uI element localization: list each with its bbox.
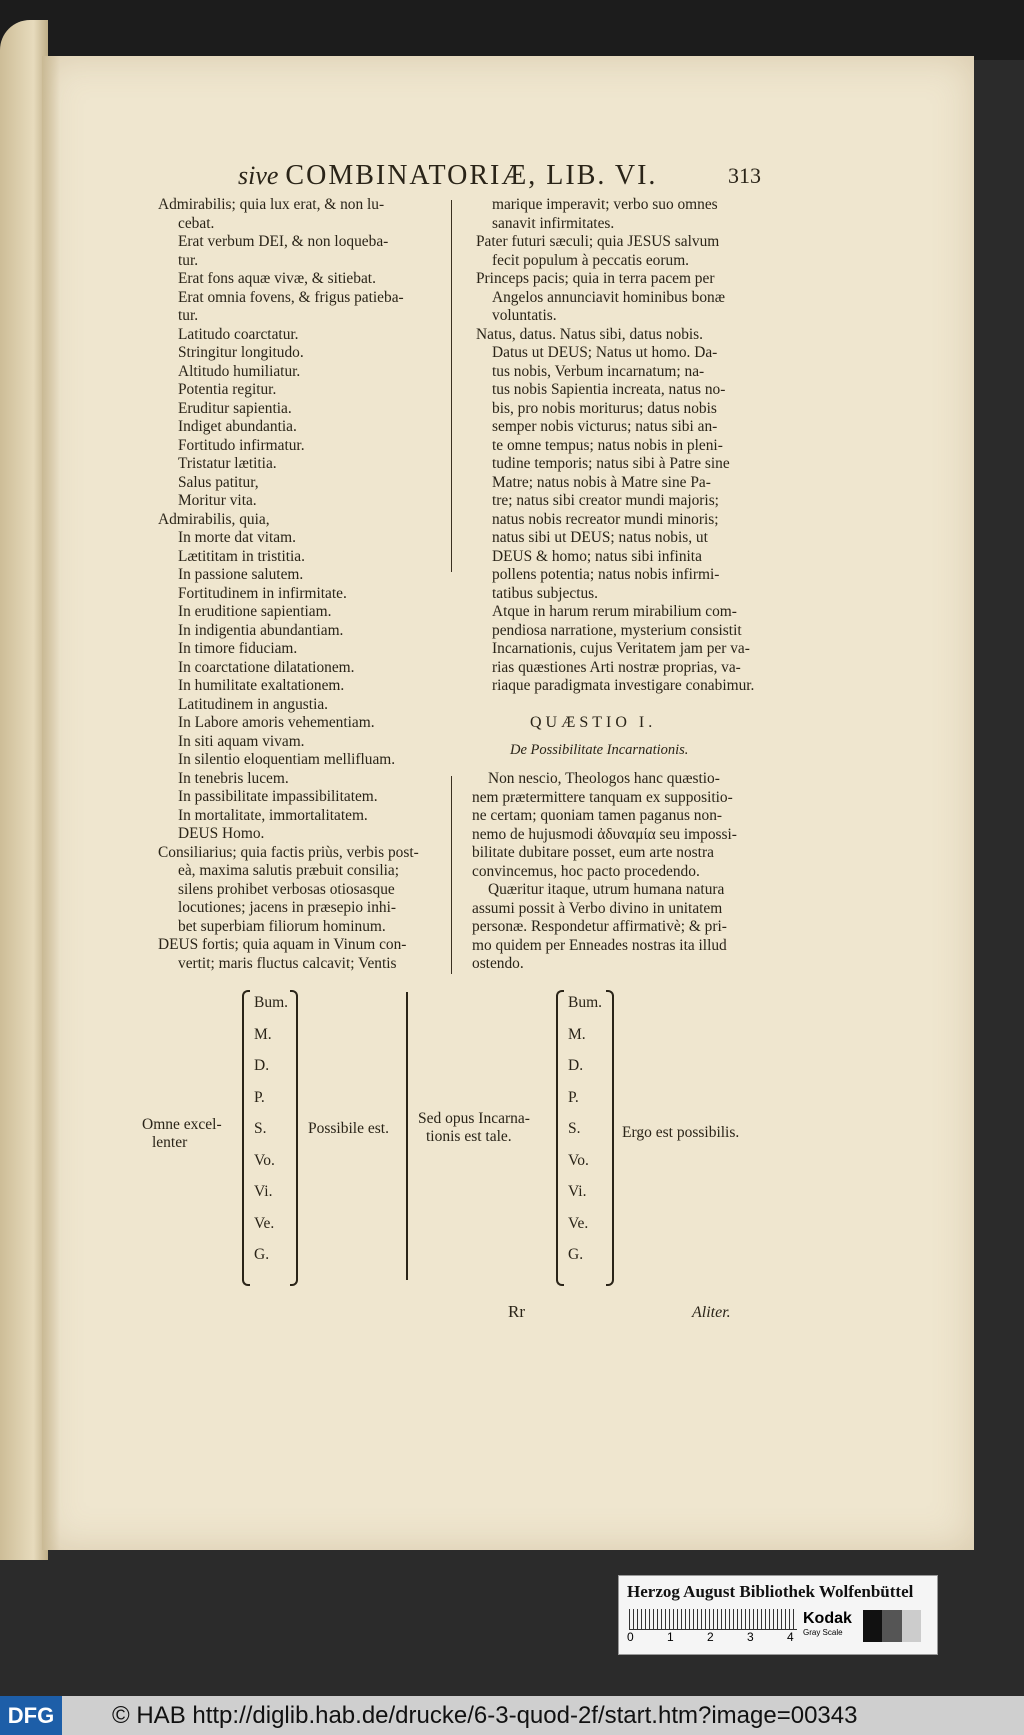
text-line: cebat. bbox=[178, 214, 215, 232]
enneade-b-item: Vi. bbox=[568, 1183, 587, 1200]
text-line: Incarnationis, cujus Veritatem jam per va- bbox=[492, 640, 750, 657]
text-line: Atque in harum rerum mirabilium com- bbox=[492, 603, 737, 620]
text-line: rias quæstiones Arti nostræ proprias, va- bbox=[492, 658, 741, 676]
text-line: locutiones; jacens in præsepio inhi- bbox=[178, 899, 396, 916]
enneade-b-item: G. bbox=[568, 1246, 584, 1263]
omne-label-2: lenter bbox=[152, 1134, 188, 1151]
enneade-a-item: S. bbox=[254, 1120, 267, 1137]
text-line: eà, maxima salutis præbuit consilia; bbox=[178, 862, 399, 879]
text-line: bet superbiam filiorum hominum. bbox=[178, 917, 386, 935]
kodak-logo: Kodak bbox=[803, 1610, 852, 1627]
diagram-rule-1 bbox=[406, 992, 408, 1280]
sed-label-1: Sed opus Incarna- bbox=[418, 1110, 530, 1127]
enneade-a-item: M. bbox=[254, 1025, 272, 1043]
text-line: Non nescio, Theologos hanc quæstio- bbox=[488, 770, 720, 787]
enneade-b-item: S. bbox=[568, 1120, 581, 1137]
enneade-a-item: P. bbox=[254, 1088, 265, 1106]
text-line: DEUS Homo. bbox=[178, 825, 265, 842]
text-line: Natus, datus. Natus sibi, datus nobis. bbox=[476, 325, 704, 343]
question-subheading: De Possibilitate Incarnationis. bbox=[510, 742, 689, 758]
conclusion-label: Ergo est possibilis. bbox=[622, 1124, 740, 1141]
enneade-a-item: Ve. bbox=[254, 1214, 275, 1232]
text-line: personæ. Respondetur affirmativè; & pri- bbox=[472, 918, 727, 935]
text-line: tatibus subjectus. bbox=[492, 584, 599, 602]
text-line: natus sibi ut DEUS; natus nobis, ut bbox=[492, 529, 708, 546]
text-line: tus nobis Sapientia increata, natus no- bbox=[492, 381, 726, 398]
enneade-b-item: Vo. bbox=[568, 1151, 589, 1169]
text-line: bis, pro nobis moriturus; datus nobis bbox=[492, 399, 717, 417]
right-text-column-lower bbox=[472, 770, 772, 974]
left-text-column bbox=[158, 196, 448, 973]
text-line: Erat fons aquæ vivæ, & sitiebat. bbox=[178, 270, 376, 287]
text-line: Fortitudinem in infirmitate. bbox=[178, 584, 347, 602]
column-rule bbox=[451, 200, 452, 572]
text-line: tur. bbox=[178, 251, 199, 269]
text-line: tre; natus sibi creator mundi majoris; bbox=[492, 492, 719, 509]
source-url-text[interactable]: © HAB http://diglib.hab.de/drucke/6-3-quod-2f/start.htm?image=00343 bbox=[112, 1702, 858, 1729]
facing-page-edge bbox=[0, 20, 48, 1560]
enneade-a-item: Vi. bbox=[254, 1183, 273, 1200]
text-line: In Labore amoris vehementiam. bbox=[178, 714, 375, 731]
enneade-b-item: P. bbox=[568, 1088, 579, 1106]
enneade-b-item: D. bbox=[568, 1057, 584, 1074]
enneade-b-item: M. bbox=[568, 1025, 586, 1043]
text-line: In timore fiduciam. bbox=[178, 640, 298, 657]
text-line: te omne tempus; natus nobis in pleni- bbox=[492, 436, 723, 454]
text-line: Erat verbum DEI, & non loqueba- bbox=[178, 233, 389, 250]
enneade-a-item: Vo. bbox=[254, 1151, 275, 1169]
text-line: semper nobis victurus; natus sibi an- bbox=[492, 418, 718, 435]
text-line: In coarctatione dilatationem. bbox=[178, 658, 355, 676]
text-line: Salus patitur, bbox=[178, 473, 259, 491]
text-line: riaque paradigmata investigare conabimur. bbox=[492, 677, 755, 694]
column-rule-lower bbox=[451, 776, 452, 974]
enneade-b-item: Bum. bbox=[568, 994, 603, 1011]
scale-ruler bbox=[629, 1609, 797, 1630]
dfg-logo: DFG bbox=[0, 1696, 62, 1735]
right-text-column bbox=[476, 196, 766, 696]
syllogism-diagram bbox=[130, 990, 770, 1290]
text-line: Potentia regitur. bbox=[178, 381, 277, 398]
text-line: Datus ut DEUS; Natus ut homo. Da- bbox=[492, 344, 718, 361]
text-line: ostendo. bbox=[472, 955, 524, 972]
gray-swatches bbox=[863, 1610, 921, 1642]
text-line: Erat omnia fovens, & frigus patieba- bbox=[178, 288, 404, 306]
question-heading: QUÆSTIO I. bbox=[530, 714, 657, 731]
text-line: Consiliarius; quia factis priùs, verbis post- bbox=[158, 843, 419, 861]
text-line: Matre; natus nobis à Matre sine Pa- bbox=[492, 473, 711, 491]
signature-mark: Rr bbox=[508, 1302, 525, 1321]
enneade-a-item: D. bbox=[254, 1057, 270, 1074]
text-line: Stringitur longitudo. bbox=[178, 344, 304, 361]
text-line: vertit; maris fluctus calcavit; Ventis bbox=[178, 954, 397, 972]
omne-label-1: Omne excel- bbox=[142, 1116, 222, 1133]
text-line: pollens potentia; natus nobis infirmi- bbox=[492, 566, 720, 583]
text-line: Indiget abundantia. bbox=[178, 418, 297, 435]
right-bracket-close bbox=[606, 990, 614, 1286]
text-line: tudine temporis; natus sibi à Patre sine bbox=[492, 455, 730, 472]
text-line: In humilitate exaltationem. bbox=[178, 677, 345, 694]
running-head-prefix: sive bbox=[238, 161, 279, 190]
text-line: In passibilitate impassibilitatem. bbox=[178, 788, 378, 805]
catchword: Aliter. bbox=[692, 1304, 731, 1321]
text-line: In silentio eloquentiam mellifluam. bbox=[178, 751, 396, 768]
text-line: sanavit infirmitates. bbox=[492, 214, 615, 232]
text-line: Fortitudo infirmatur. bbox=[178, 436, 305, 454]
text-line: Latitudo coarctatur. bbox=[178, 325, 299, 343]
text-line: In indigentia abundantiam. bbox=[178, 621, 344, 639]
text-line: Eruditur sapientia. bbox=[178, 399, 292, 417]
possibile-label: Possibile est. bbox=[308, 1120, 389, 1137]
text-line: nemo de hujusmodi ἀδυναμία seu impossi- bbox=[472, 825, 737, 843]
ruler-num-3: 3 bbox=[747, 1630, 754, 1644]
text-line: In eruditione sapientiam. bbox=[178, 603, 332, 620]
enneade-a-item: G. bbox=[254, 1246, 270, 1263]
text-line: Admirabilis; quia lux erat, & non lu- bbox=[158, 196, 385, 213]
text-line: DEUS & homo; natus sibi infinita bbox=[492, 547, 702, 565]
text-line: DEUS fortis; quia aquam in Vinum con- bbox=[158, 936, 407, 953]
text-line: marique imperavit; verbo suo omnes bbox=[492, 196, 718, 213]
left-bracket-open bbox=[242, 990, 250, 1286]
text-line: assumi possit à Verbo divino in unitatem bbox=[472, 899, 723, 917]
text-line: In siti aquam vivam. bbox=[178, 732, 305, 750]
text-line: Lætititam in tristitia. bbox=[178, 547, 305, 565]
text-line: Angelos annunciavit hominibus bonæ bbox=[492, 288, 725, 306]
text-line: mo quidem per Enneades nostras ita illud bbox=[472, 936, 727, 954]
text-line: In passione salutem. bbox=[178, 566, 304, 583]
text-line: Pater futuri sæculi; quia JESUS salvum bbox=[476, 233, 720, 250]
text-line: Latitudinem in angustia. bbox=[178, 695, 329, 713]
ruler-num-1: 1 bbox=[667, 1630, 674, 1644]
text-line: In morte dat vitam. bbox=[178, 529, 296, 546]
text-line: In tenebris lucem. bbox=[178, 769, 289, 787]
library-color-target bbox=[618, 1575, 938, 1655]
page-number: 313 bbox=[728, 163, 761, 188]
text-line: Moritur vita. bbox=[178, 492, 257, 509]
ruler-num-0: 0 bbox=[627, 1630, 634, 1644]
running-head bbox=[238, 160, 657, 192]
text-line: tur. bbox=[178, 307, 199, 324]
text-line: Princeps pacis; quia in terra pacem per bbox=[476, 270, 715, 287]
left-bracket-close bbox=[290, 990, 298, 1286]
text-line: Quæritur itaque, utrum humana natura bbox=[488, 881, 725, 898]
text-line: In mortalitate, immortalitatem. bbox=[178, 806, 368, 824]
running-head-title: COMBINATORIÆ, LIB. VI. bbox=[285, 160, 658, 191]
scan-background bbox=[0, 0, 1024, 60]
library-name: Herzog August Bibliothek Wolfenbüttel bbox=[627, 1582, 914, 1601]
text-line: bilitate dubitare posset, eum arte nostra bbox=[472, 844, 714, 861]
enneade-b-item: Ve. bbox=[568, 1214, 589, 1232]
text-line: Tristatur lætitia. bbox=[178, 455, 277, 472]
gray-scale-label: Gray Scale bbox=[803, 1628, 843, 1637]
sed-label-2: tionis est tale. bbox=[426, 1128, 512, 1145]
ruler-num-2: 2 bbox=[707, 1630, 714, 1644]
text-line: silens prohibet verbosas otiosasque bbox=[178, 880, 395, 898]
text-line: tus nobis, Verbum incarnatum; na- bbox=[492, 362, 705, 380]
text-line: fecit populum à peccatis eorum. bbox=[492, 251, 690, 269]
text-line: convincemus, hoc pacto procedendo. bbox=[472, 862, 700, 880]
text-line: pendiosa narratione, mysterium consistit bbox=[492, 621, 742, 639]
text-line: nem prætermittere tanquam ex suppositio- bbox=[472, 788, 733, 806]
right-bracket-open bbox=[556, 990, 564, 1286]
text-line: Altitudo humiliatur. bbox=[178, 362, 301, 380]
text-line: natus nobis recreator mundi minoris; bbox=[492, 510, 719, 528]
text-line: ne certam; quoniam tamen paganus non- bbox=[472, 807, 723, 824]
text-line: voluntatis. bbox=[492, 307, 557, 324]
text-line: Admirabilis, quia, bbox=[158, 510, 270, 528]
ruler-num-4: 4 bbox=[787, 1630, 794, 1644]
enneade-a-item: Bum. bbox=[254, 994, 289, 1011]
